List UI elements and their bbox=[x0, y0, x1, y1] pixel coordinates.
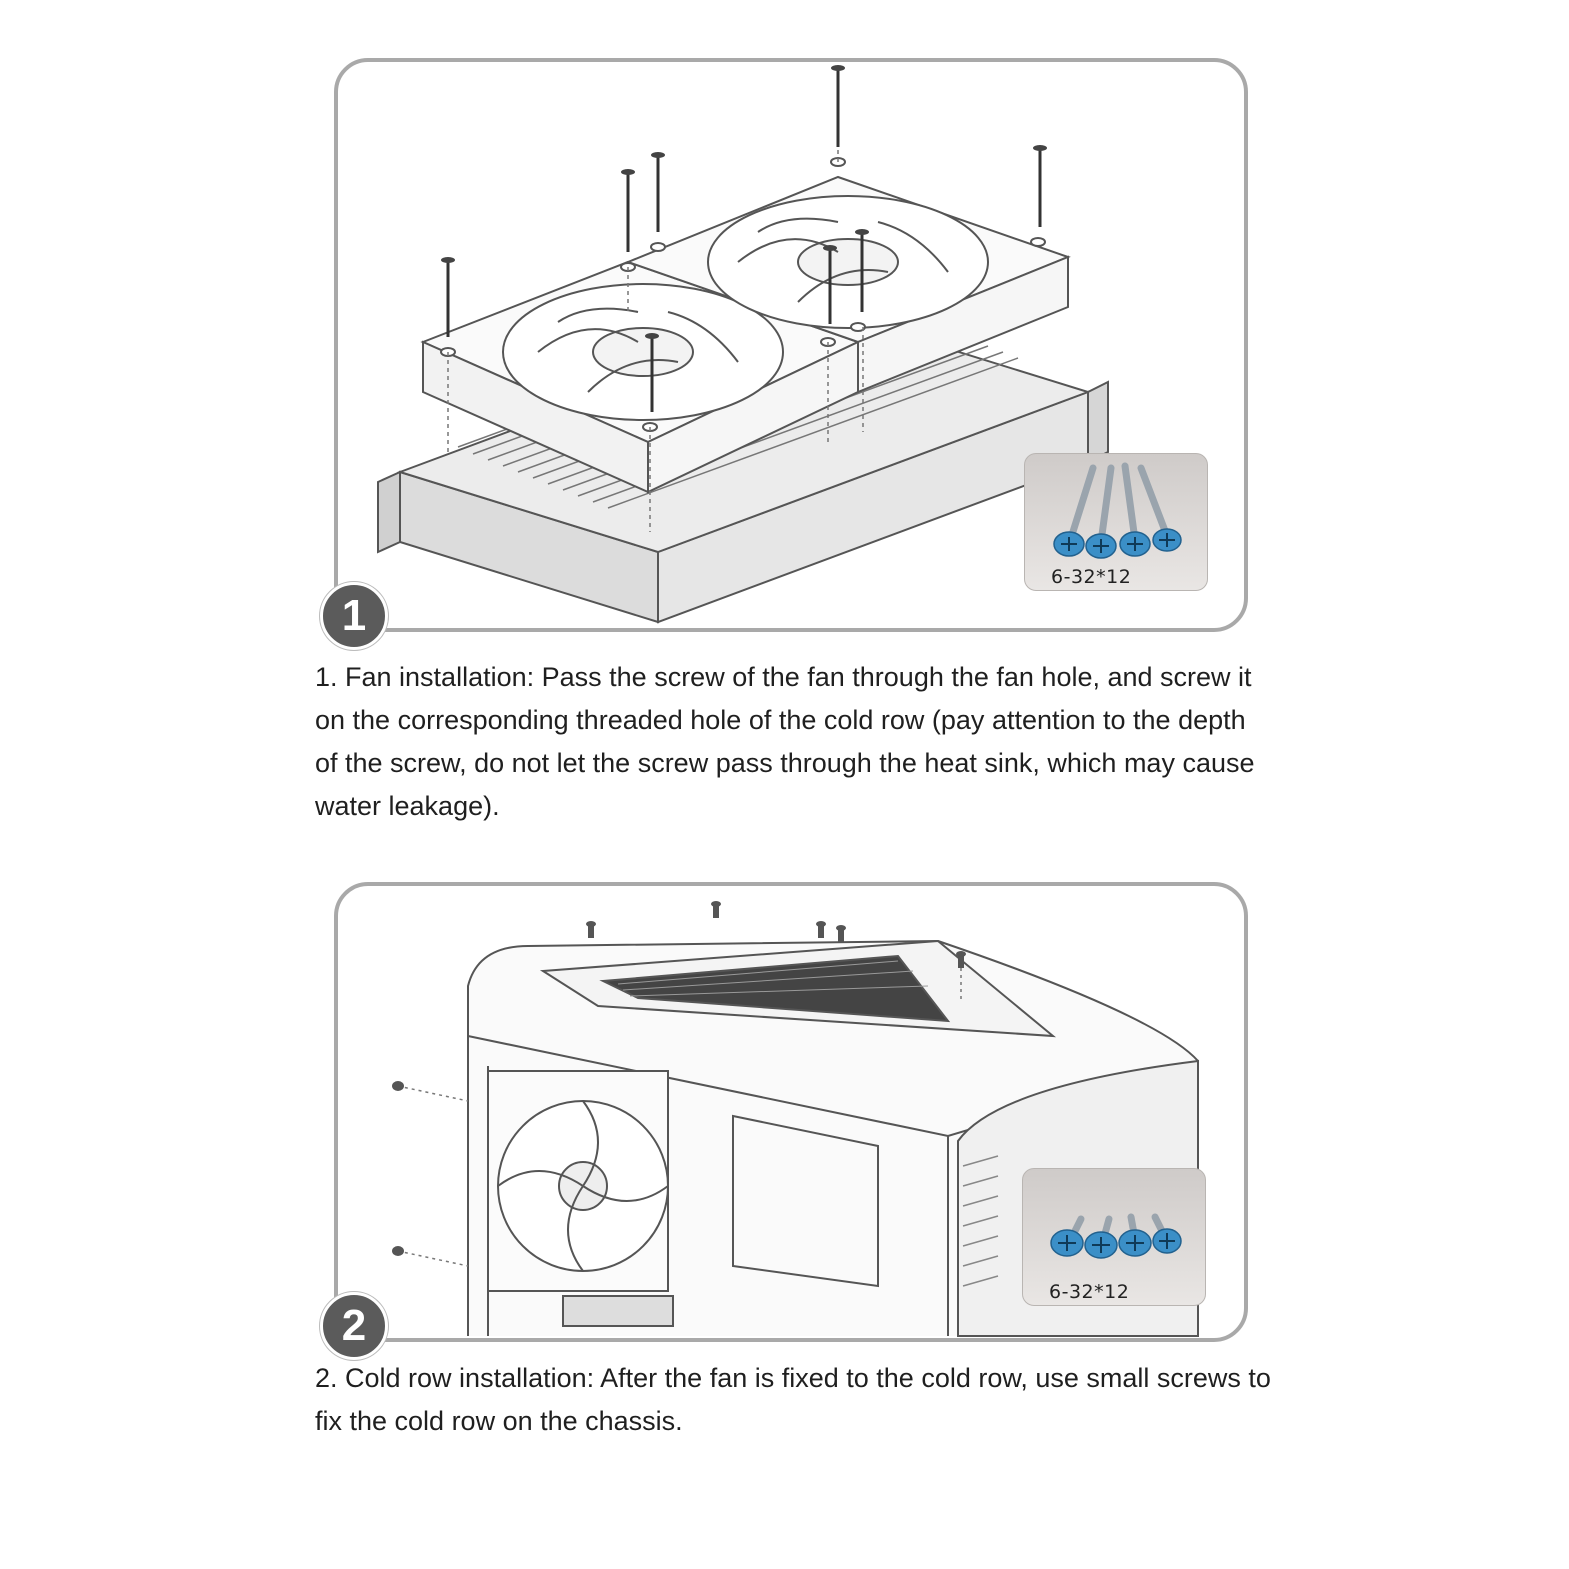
screw-spec-label: 6-32*12 bbox=[1051, 566, 1132, 588]
step-1-caption: 1. Fan installation: Pass the screw of the fan through the fan hole, and screw it on the corresponding threaded hole of the cold row (pay attention to the depth of the screw, do not let the screw pass through the heat sink, which may cause water leakage). bbox=[315, 662, 1255, 821]
step-number-badge: 2 bbox=[320, 1292, 388, 1360]
step-number-badge: 1 bbox=[320, 582, 388, 650]
screw-spec-label: 6-32*12 bbox=[1049, 1281, 1130, 1303]
screw-spec-inset bbox=[1022, 1168, 1206, 1306]
step-2-caption: 2. Cold row installation: After the fan is fixed to the cold row, use small screws to fix the cold row on the chassis. bbox=[315, 1363, 1271, 1436]
screw-spec-inset bbox=[1024, 453, 1208, 591]
